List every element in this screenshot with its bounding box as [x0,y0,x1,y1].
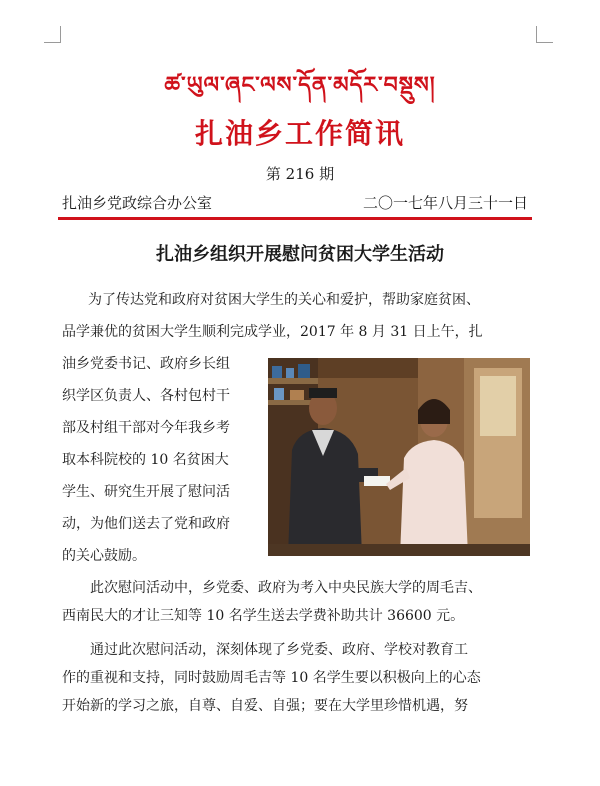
article-line: 动，为他们送去了党和政府 [62,516,230,532]
bulletin-title: 扎油乡工作简讯 [194,117,405,150]
issue-number: 第 216 期 [265,165,335,183]
issuing-office: 扎油乡党政综合办公室 [62,194,213,212]
tibetan-title: ཚ་ཡུལ་ཞང་ལས་དོན་མདོར་བསྡུས། [164,73,436,98]
article-line: 学生、研究生开展了慰问活 [62,484,230,500]
article-line: 为了传达党和政府对贫困大学生的关心和爱护，帮助家庭贫困、 [88,292,480,308]
crop-mark-top-right [536,26,553,43]
issue-date: 二〇一七年八月三十一日 [362,194,528,212]
crop-mark-top-left [44,26,61,43]
article-line: 通过此次慰问活动，深刻体现了乡党委、政府、学校对教育工 [90,642,468,658]
article-line: 取本科院校的 10 名贫困大 [62,452,229,468]
article-line: 此次慰问活动中，乡党委、政府为考入中央民族大学的周毛吉、 [90,580,482,596]
article-line: 织学区负责人、各村包村干 [62,388,230,404]
red-divider-rule [58,217,532,220]
article-line: 的关心鼓励。 [62,548,146,564]
article-line: 油乡党委书记、政府乡长组 [62,356,230,372]
article-line: 西南民大的才让三知等 10 名学生送去学费补助共计 36600 元。 [62,608,465,624]
article-line: 开始新的学习之旅，自尊、自爱、自强；要在大学里珍惜机遇，努 [62,698,468,714]
article-line: 品学兼优的贫困大学生顺利完成学业，2017 年 8 月 31 日上午，扎 [62,324,483,340]
article-line: 作的重视和支持，同时鼓励周毛吉等 10 名学生要以积极向上的心态 [62,670,481,686]
article-line: 部及村组干部对今年我乡考 [62,420,230,436]
article-photo [268,358,530,556]
article-headline: 扎油乡组织开展慰问贫困大学生活动 [156,244,444,265]
